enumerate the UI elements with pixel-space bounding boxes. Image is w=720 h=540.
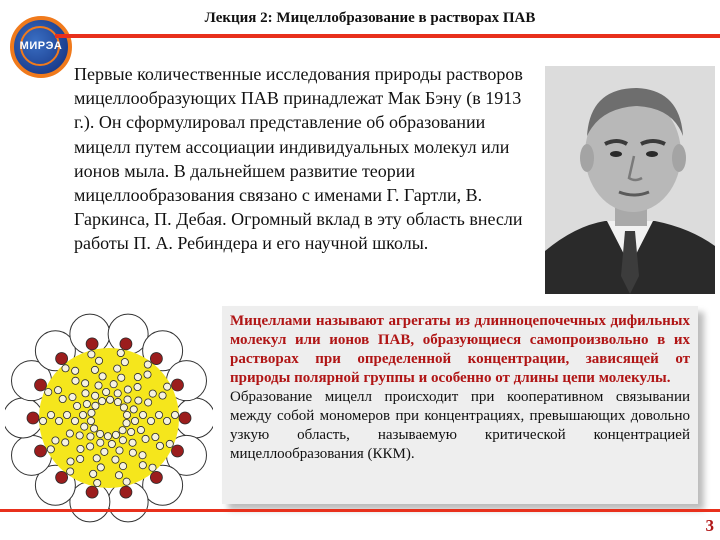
definition-box xyxy=(222,306,698,504)
portrait-illustration xyxy=(545,66,715,294)
mirea-logo xyxy=(10,16,72,78)
logo-text: МИРЭА xyxy=(19,40,63,52)
slide-header xyxy=(0,0,720,58)
header-divider xyxy=(55,34,720,38)
cmc-description: Образование мицелл происходит при кооперативном связывании между собой мономеров при концентрациях, превышающих довольно узкую область, называемую критической концентрацией мицеллообразования (ККМ). xyxy=(230,389,690,462)
intro-paragraph: Первые количественные исследования природы растворов мицеллообразующих ПАВ принадлежат Мак Бэну (в 1913 г.). Он сформулировал представление об образовании мицелл путем ассоциации индивидуальных молекул или ионов мыла. В дальнейшем развитие теории мицеллообразования связано с именами Г. Гартли, В. Гаркинса, П. Дебая. Огромный вклад в эту область внесли работы П. А. Ребиндера и его научной школы. xyxy=(74,64,523,254)
page-number: 3 xyxy=(705,516,714,535)
lecture-title: Лекция 2: Мицеллобразование в растворах ПАВ xyxy=(204,10,536,26)
footer-divider xyxy=(0,509,720,512)
scientist-portrait xyxy=(545,66,715,294)
micelle-diagram xyxy=(5,304,213,532)
micelle-definition: Мицеллами называют агрегаты из длинноцепочечных дифильных молекул или ионов ПАВ, образующиеся самопроизвольно в их растворах при определенной концентрации, зависящей от природы полярной группы и особенно от длины цепи молекулы. xyxy=(230,313,690,386)
micelle-illustration xyxy=(5,304,213,532)
